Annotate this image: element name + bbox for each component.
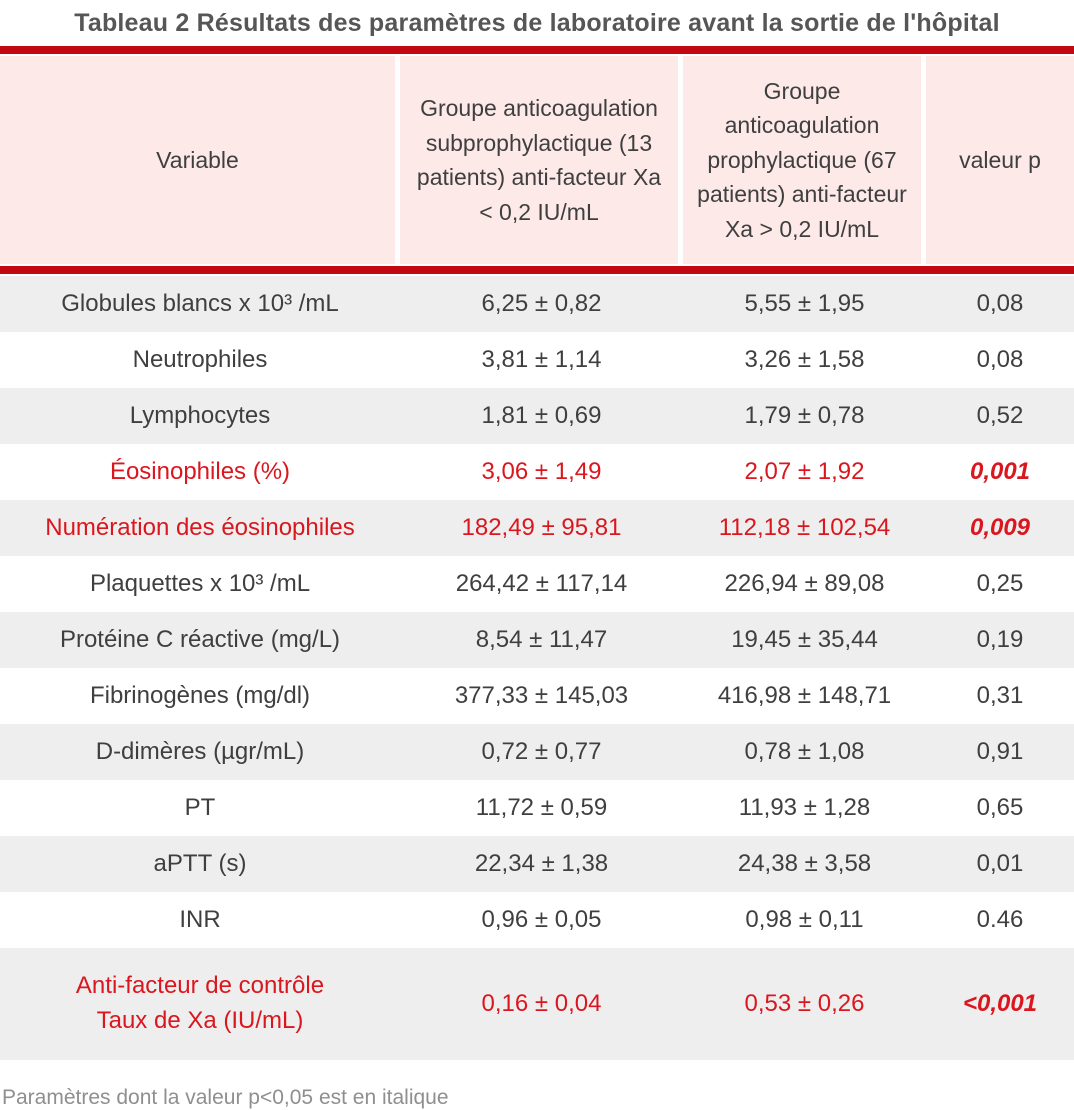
column-header-prophylactic-group: Groupe anticoagulation prophylactique (67 patients) anti-facteur Xa > 0,2 IU/mL (683, 56, 921, 264)
table-row (0, 388, 1074, 444)
p-value-cell: 0,19 (976, 625, 1024, 653)
table-row (0, 948, 1074, 1060)
table-title: Tableau 2 Résultats des paramètres de laboratoire avant la sortie de l'hôpital (74, 8, 1000, 37)
variable-cell: Numération des éosinophiles (45, 513, 355, 541)
column-header-variable: Variable (0, 56, 395, 264)
group2-value-cell: 2,07 ± 1,92 (744, 457, 865, 485)
top-divider-bar (0, 46, 1074, 54)
table-row (0, 836, 1074, 892)
column-header-p-value: valeur p (926, 56, 1074, 264)
group2-value-cell: 0,53 ± 0,26 (744, 989, 865, 1017)
variable-cell: Protéine C réactive (mg/L) (59, 625, 341, 653)
table-row (0, 892, 1074, 948)
group2-value-cell: 0,78 ± 1,08 (744, 737, 865, 765)
variable-cell: Éosinophiles (%) (109, 457, 291, 485)
table-row (0, 276, 1074, 332)
group1-value-cell: 11,72 ± 0,59 (475, 793, 608, 821)
table-row (0, 724, 1074, 780)
group2-value-cell: 5,55 ± 1,95 (744, 289, 865, 317)
column-header-subprophylactic-group: Groupe anticoagulation subprophylactique (13 patients) anti-facteur Xa < 0,2 IU/mL (400, 56, 678, 264)
p-value-cell: 0,91 (976, 737, 1024, 765)
p-value-cell: 0,009 (969, 513, 1031, 541)
group1-value-cell: 0,96 ± 0,05 (481, 905, 602, 933)
group2-value-cell: 19,45 ± 35,44 (731, 625, 878, 653)
group1-value-cell: 264,42 ± 117,14 (455, 569, 628, 597)
table-row (0, 332, 1074, 388)
p-value-cell: 0,25 (976, 569, 1024, 597)
group1-value-cell: 22,34 ± 1,38 (474, 849, 609, 877)
group1-value-cell: 0,72 ± 0,77 (481, 737, 602, 765)
variable-cell: INR (179, 905, 221, 933)
table-row (0, 556, 1074, 612)
group2-value-cell: 0,98 ± 0,11 (745, 905, 864, 933)
group2-value-cell: 3,26 ± 1,58 (744, 345, 865, 373)
p-value-cell: 0,08 (976, 289, 1024, 317)
p-value-cell: 0.46 (976, 905, 1024, 933)
table-header-row (0, 56, 1074, 264)
footnote-text: Paramètres dont la valeur p<0,05 est en italique (2, 1086, 449, 1109)
p-value-cell: 0,52 (976, 401, 1024, 429)
variable-cell: Neutrophiles (132, 345, 268, 373)
variable-cell: D-dimères (µgr/mL) (95, 737, 305, 765)
group2-value-cell: 416,98 ± 148,71 (717, 681, 892, 709)
group2-value-cell: 11,93 ± 1,28 (738, 793, 871, 821)
group2-value-cell: 112,18 ± 102,54 (718, 513, 891, 541)
group1-value-cell: 182,49 ± 95,81 (461, 513, 622, 541)
variable-cell: aPTT (s) (153, 849, 247, 877)
group2-value-cell: 1,79 ± 0,78 (744, 401, 865, 429)
variable-cell: Globules blancs x 10³ /mL (61, 289, 339, 317)
group2-value-cell: 24,38 ± 3,58 (737, 849, 872, 877)
group2-value-cell: 226,94 ± 89,08 (724, 569, 885, 597)
table-body (0, 276, 1074, 1060)
table-row (0, 612, 1074, 668)
header-divider-bar (0, 266, 1074, 274)
group1-value-cell: 8,54 ± 11,47 (475, 625, 608, 653)
variable-cell: PT (184, 793, 216, 821)
group1-value-cell: 1,81 ± 0,69 (481, 401, 602, 429)
table-row (0, 444, 1074, 500)
p-value-cell: 0,65 (976, 793, 1024, 821)
variable-cell: Fibrinogènes (mg/dl) (89, 681, 311, 709)
variable-cell: Lymphocytes (129, 401, 271, 429)
group1-value-cell: 377,33 ± 145,03 (454, 681, 629, 709)
p-value-cell: <0,001 (962, 989, 1038, 1017)
group1-value-cell: 6,25 ± 0,82 (481, 289, 602, 317)
p-value-cell: 0,08 (976, 345, 1024, 373)
group1-value-cell: 3,06 ± 1,49 (481, 457, 602, 485)
table-row (0, 668, 1074, 724)
p-value-cell: 0,31 (976, 681, 1024, 709)
group1-value-cell: 0,16 ± 0,04 (481, 989, 602, 1017)
variable-cell: Anti-facteur de contrôle Taux de Xa (IU/mL) (75, 972, 325, 1034)
variable-cell: Plaquettes x 10³ /mL (89, 569, 311, 597)
p-value-cell: 0,01 (976, 849, 1024, 877)
table-row (0, 500, 1074, 556)
table-row (0, 780, 1074, 836)
p-value-cell: 0,001 (969, 457, 1031, 485)
group1-value-cell: 3,81 ± 1,14 (481, 345, 602, 373)
